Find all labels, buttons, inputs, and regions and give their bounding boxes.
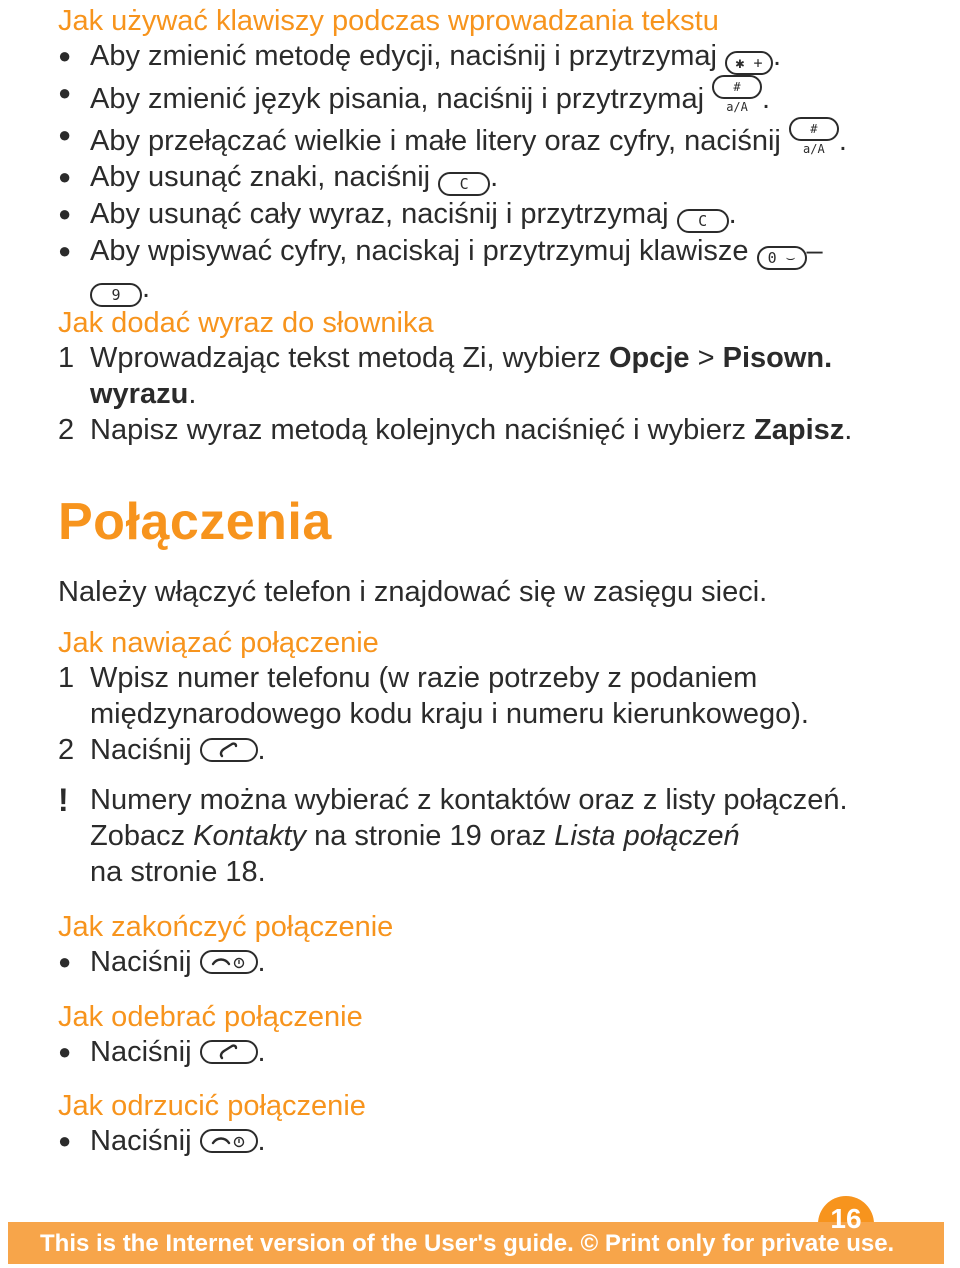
section-dictionary <box>58 306 918 448</box>
step-item: 1 Wprowadzając tekst metodą Zi, wybierz Opcje > Pisown. wyrazu. <box>58 342 833 410</box>
list-item: ● Aby wpisywać cyfry, naciskaj i przytrzymuj klawisze 0 ⌣ – 9 . <box>58 233 918 307</box>
star-key-icon: ✱ + <box>725 51 773 75</box>
section-make-call <box>58 626 918 768</box>
warning-icon: ! <box>58 782 69 818</box>
bullet-icon: ● <box>58 122 72 147</box>
step-item: 2 Napisz wyraz metodą kolejnych naciśnięć i wybierz Zapisz. <box>58 414 853 446</box>
bullet-icon: ● <box>58 1039 72 1064</box>
section-heading: Jak zakończyć połączenie <box>58 911 394 943</box>
section-keys <box>58 4 918 307</box>
list-item: ● Aby zmienić język pisania, naciśnij i przytrzymaj # a/A . <box>58 75 918 117</box>
phone-call-icon <box>200 738 258 762</box>
hash-key-icon: # a/A <box>712 75 762 99</box>
section-heading: Jak dodać wyraz do słownika <box>58 307 434 339</box>
menu-option: Opcje <box>608 342 690 374</box>
list-item: ● Naciśnij . <box>58 1125 266 1157</box>
menu-option: Pisown. wyrazu <box>90 342 833 410</box>
bullet-icon: ● <box>58 201 72 226</box>
phone-end-icon <box>200 1129 258 1153</box>
note-box: ! Numery można wybierać z kontaktów oraz z listy połączeń. Zobacz Kontakty na stronie 19 oraz Lista połączeń na stronie 18. <box>58 782 848 888</box>
section-heading: Jak używać klawiszy podczas wprowadzania tekstu <box>58 5 719 37</box>
section-end-call <box>58 910 918 980</box>
step-item: 2 Naciśnij . <box>58 734 266 766</box>
link-call-list[interactable]: Lista połączeń <box>554 820 740 852</box>
bullet-icon: ● <box>58 80 72 105</box>
section-heading: Jak odebrać połączenie <box>58 1001 363 1033</box>
nine-key-icon: 9 <box>90 283 142 307</box>
list-item: ● Naciśnij . <box>58 1036 266 1068</box>
clear-key-icon: C <box>677 209 729 233</box>
page-title: Połączenia <box>58 493 332 551</box>
list-item: ● Aby przełączać wielkie i małe litery oraz cyfry, naciśnij # a/A . <box>58 117 918 159</box>
phone-call-icon <box>200 1040 258 1064</box>
list-item: ● Aby usunąć znaki, naciśnij C . <box>58 159 918 196</box>
link-contacts[interactable]: Kontakty <box>193 820 307 852</box>
section-reject-call <box>58 1089 918 1159</box>
bullet-icon: ● <box>58 43 72 68</box>
section-heading: Jak odrzucić połączenie <box>58 1090 366 1122</box>
bullet-icon: ● <box>58 238 72 263</box>
list-item: ● Aby zmienić metodę edycji, naciśnij i przytrzymaj ✱ + . <box>58 38 918 75</box>
section-heading: Jak nawiązać połączenie <box>58 627 379 659</box>
list-item: ● Naciśnij . <box>58 946 266 978</box>
clear-key-icon: C <box>438 172 490 196</box>
hash-key-icon: # a/A <box>789 117 839 141</box>
bullet-icon: ● <box>58 164 72 189</box>
step-item: 1 Wpisz numer telefonu (w razie potrzeby z podaniem międzynarodowego kodu kraju i numeru kierunkowego). <box>58 662 809 730</box>
list-item: ● Aby usunąć cały wyraz, naciśnij i przytrzymaj C . <box>58 196 918 233</box>
intro-text: Należy włączyć telefon i znajdować się w zasięgu sieci. <box>58 576 768 608</box>
footer-banner: This is the Internet version of the User's guide. © Print only for private use. <box>8 1222 944 1264</box>
zero-key-icon: 0 ⌣ <box>757 246 807 270</box>
bullet-icon: ● <box>58 1128 72 1153</box>
page-number: 16 <box>830 1203 862 1234</box>
phone-end-icon <box>200 950 258 974</box>
menu-option: Zapisz <box>754 414 845 446</box>
section-answer-call <box>58 1000 918 1070</box>
bullet-icon: ● <box>58 949 72 974</box>
